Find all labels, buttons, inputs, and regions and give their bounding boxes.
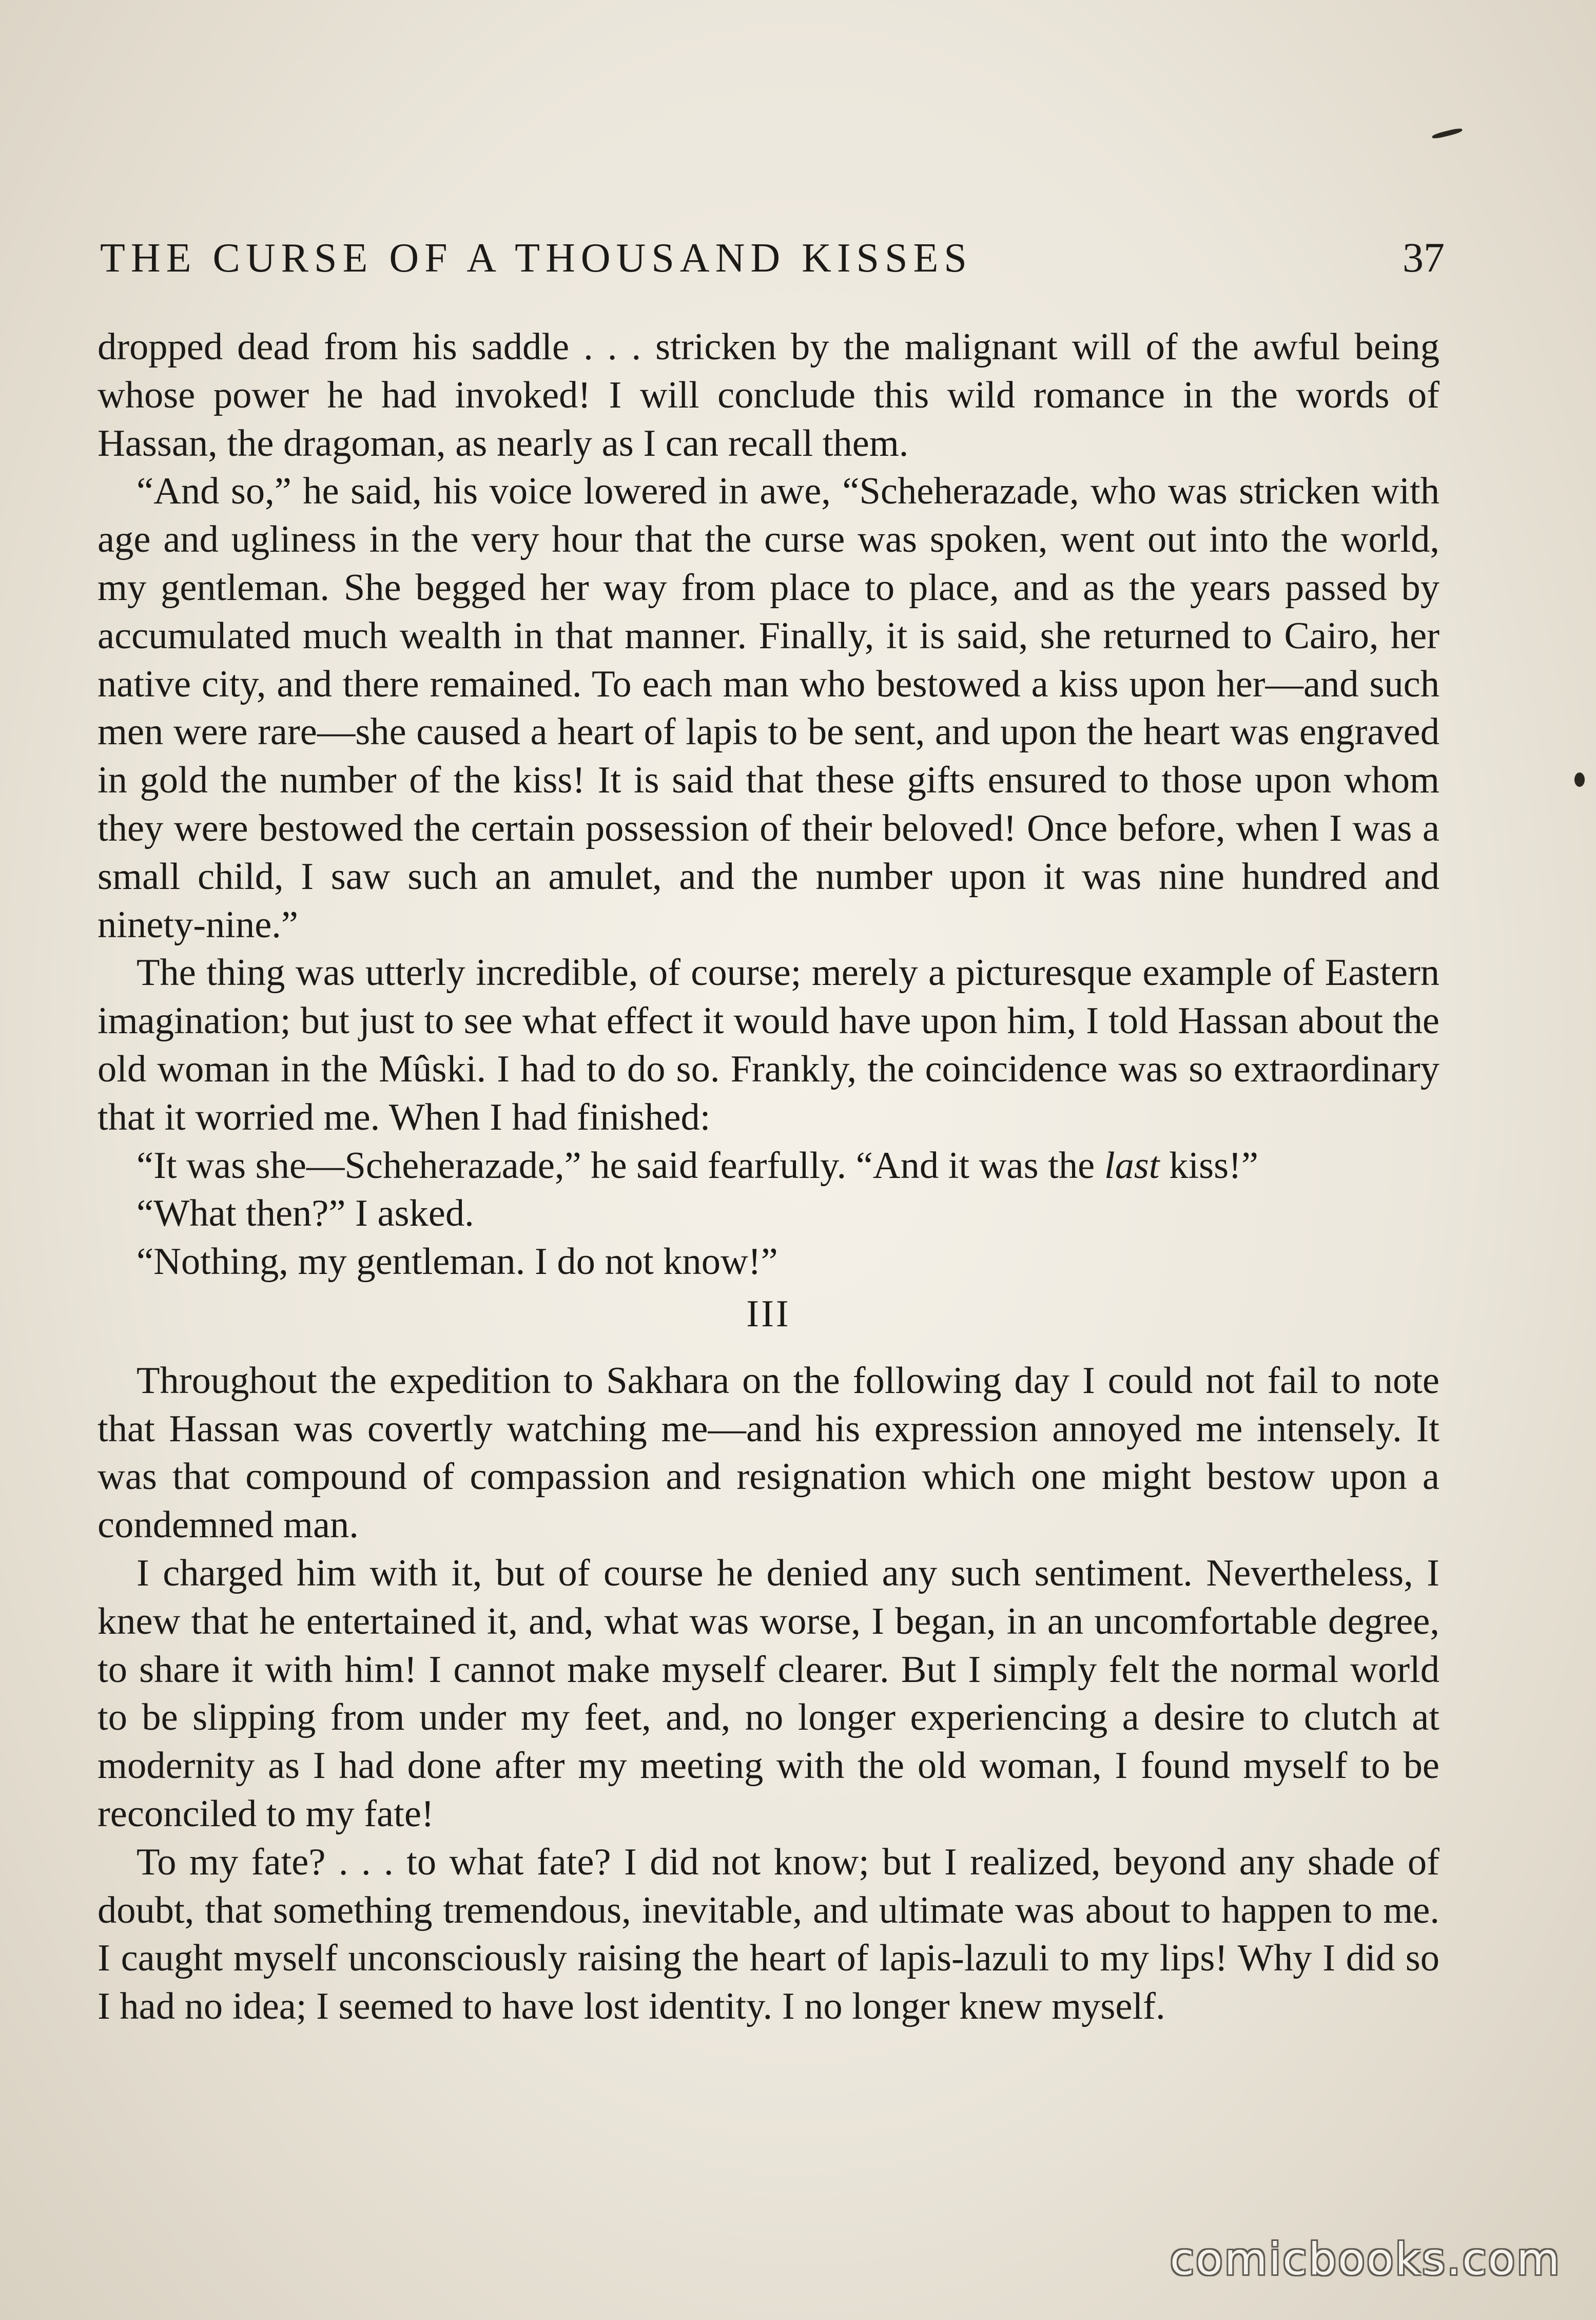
paragraph: dropped dead from his saddle . . . stricken by the malignant will of the awful being whose power he had invoked! I will conclude this wild romance in the words of Hassan, the dragoman, as nearly as I can recall them. bbox=[98, 326, 1439, 465]
running-title: THE CURSE OF A THOUSAND KISSES bbox=[100, 236, 972, 281]
running-head bbox=[100, 234, 1445, 290]
dialogue-text: “It was she—Scheherazade,” he said fearfully. “And it was the bbox=[137, 1144, 1104, 1187]
paragraph: “And so,” he said, his voice lowered in awe, “Scheherazade, who was stricken with age and ugliness in the very hour that the curse was spoken, went out into the world, my gentleman. She begged her way from place to place, and as the years passed by accumulated much wealth in that manner. Finally, it is said, she returned to Cairo, her native city, and there remained. To each man who bestowed a kiss upon her—and such men were rare—she caused a heart of lapis to be sent, and upon the heart was engraved in gold the number of the kiss! It is said that these gifts ensured to those upon whom they were bestowed the certain possession of their beloved! Once before, when I was a small child, I saw such an amulet, and the number upon it was nine hundred and ninety-nine.” bbox=[98, 470, 1439, 946]
paragraph bbox=[98, 1142, 1439, 1190]
paragraph: “What then?” I asked. bbox=[137, 1192, 474, 1235]
watermark: comicbooks.com bbox=[1170, 2234, 1561, 2285]
paragraph: Throughout the expedition to Sakhara on the following day I could not fail to note that Hassan was covertly watching me—and his expression annoyed me intensely. It was that compound of compassion and resignation which one might bestow upon a condemned man. bbox=[98, 1359, 1439, 1546]
paragraph: “Nothing, my gentleman. I do not know!” bbox=[137, 1241, 778, 1283]
paragraph: I charged him with it, but of course he denied any such sentiment. Nevertheless, I knew that he entertained it, and, what was worse, I began, in an uncomfortable degree, to share it with him! I cannot make myself clearer. But I simply felt the normal world to be slipping from under my feet, and, no longer experiencing a desire to clutch at modernity as I had done after my meeting with the old woman, I found myself to be reconciled to my fate! bbox=[98, 1552, 1439, 1835]
paragraph: The thing was utterly incredible, of course; merely a picturesque example of Eastern imagination; but just to see what effect it would have upon him, I told Hassan about the old woman in the Mûski. I had to do so. Frankly, the coincidence was so extraordinary that it worried me. When I had finished: bbox=[98, 952, 1439, 1138]
paragraph: To my fate? . . . to what fate? I did not know; but I realized, beyond any shade of doubt, that something tremendous, inevitable, and ultimate was about to happen to me. I caught myself unconsciously raising the heart of lapis-lazuli to my lips! Why I did so I had no idea; I seemed to have lost identity. I no longer knew myself. bbox=[98, 1841, 1439, 2028]
page-number: 37 bbox=[1403, 234, 1445, 281]
body-text bbox=[98, 323, 1439, 2031]
emphasized-word: last bbox=[1104, 1144, 1160, 1187]
section-heading: III bbox=[746, 1292, 791, 1335]
dialogue-text: kiss!” bbox=[1159, 1144, 1258, 1187]
ink-speck bbox=[1574, 772, 1585, 787]
